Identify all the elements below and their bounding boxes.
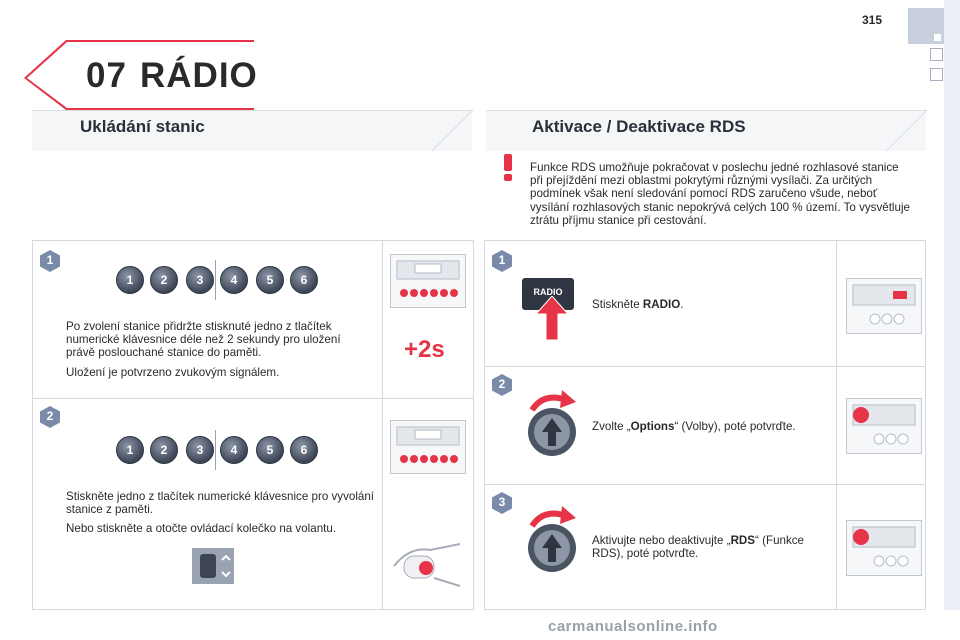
step-badge-2: 2	[492, 374, 512, 396]
steering-wheel-control-icon	[192, 548, 234, 584]
heading-diagonal	[432, 110, 474, 152]
step-text: Po zvolení stanice přidržte stisknuté jedno z tlačítek numerické klávesnice déle než 2 sekundy pro uložení právě poslouchané stanice do paměti. Uložení je potvrzeno zvukovým signálem.	[66, 320, 341, 379]
preset-button[interactable]: 6	[290, 266, 318, 294]
chapter-number: 07	[86, 56, 127, 95]
column-divider	[382, 240, 383, 610]
preset-button[interactable]: 2	[150, 266, 178, 294]
step-text: Stiskněte jedno z tlačítek numerické klávesnice pro vyvolání stanice z paměti. Nebo stiskněte a otočte ovládací kolečko na volantu.	[66, 490, 375, 536]
radio-unit-illustration	[390, 420, 466, 474]
preset-button[interactable]: 3	[186, 436, 214, 464]
step-text: Zvolte „Options“ (Volby), poté potvrďte.	[592, 420, 796, 433]
row-divider	[484, 484, 926, 485]
rotary-knob-icon[interactable]	[522, 388, 582, 458]
section-title-right: Aktivace / Deaktivace RDS	[532, 117, 746, 136]
preset-button[interactable]: 2	[150, 436, 178, 464]
preset-separator	[215, 430, 216, 470]
preset-separator	[215, 260, 216, 300]
preset-button[interactable]: 4	[220, 436, 248, 464]
side-strip	[944, 0, 960, 610]
preset-button[interactable]: 5	[256, 266, 284, 294]
row-divider	[32, 398, 474, 399]
section-title-left: Ukládání stanic	[80, 117, 205, 136]
preset-buttons	[116, 436, 316, 466]
preset-buttons	[116, 266, 316, 296]
left-intro-space	[32, 152, 472, 232]
step-badge-2: 2	[40, 406, 60, 428]
step-text: Aktivujte nebo deaktivujte „RDS“ (Funkce RDS), poté potvrďte.	[592, 534, 805, 561]
step-badge-1: 1	[40, 250, 60, 272]
hold-2s-label: +2s	[404, 336, 445, 363]
preset-button[interactable]: 6	[290, 436, 318, 464]
page-tab	[908, 8, 944, 44]
radio-unit-illustration	[846, 520, 922, 576]
chapter-title: RÁDIO	[140, 56, 258, 95]
step-text: Stiskněte RADIO.	[592, 298, 684, 311]
row-divider	[484, 366, 926, 367]
page-number: 315	[862, 13, 883, 27]
preset-button[interactable]: 4	[220, 266, 248, 294]
preset-button[interactable]: 1	[116, 266, 144, 294]
preset-button[interactable]: 1	[116, 436, 144, 464]
preset-button[interactable]: 5	[256, 436, 284, 464]
column-divider	[836, 240, 837, 610]
radio-button[interactable]: RADIO	[522, 278, 574, 310]
press-arrow-icon	[536, 296, 568, 340]
heading-diagonal	[886, 110, 928, 152]
steering-column-illustration	[390, 536, 466, 592]
radio-unit-illustration	[846, 398, 922, 454]
checkbox-icon	[930, 68, 943, 81]
checkbox-icon	[930, 48, 943, 61]
radio-unit-illustration	[390, 254, 466, 308]
preset-button[interactable]: 3	[186, 266, 214, 294]
warning-icon	[496, 152, 520, 182]
step-badge-3: 3	[492, 492, 512, 514]
rds-info-text: Funkce RDS umožňuje pokračovat v poslechu jedné rozhlasové stanice při přejíždění mezi oblastmi pokrytými různými vysílači. Za určitých podmínek však není sledování pomocí RDS zaručeno všude, neboť vysílání rozhlasových stanic nepokrývá celých 100 % území. To vysvětluje ztrátu příjmu stanice při cestování.	[530, 161, 910, 227]
rotary-knob-icon[interactable]	[522, 504, 582, 574]
radio-unit-illustration	[846, 278, 922, 334]
watermark: carmanualsonline.info	[548, 618, 718, 635]
step-badge-1: 1	[492, 250, 512, 272]
